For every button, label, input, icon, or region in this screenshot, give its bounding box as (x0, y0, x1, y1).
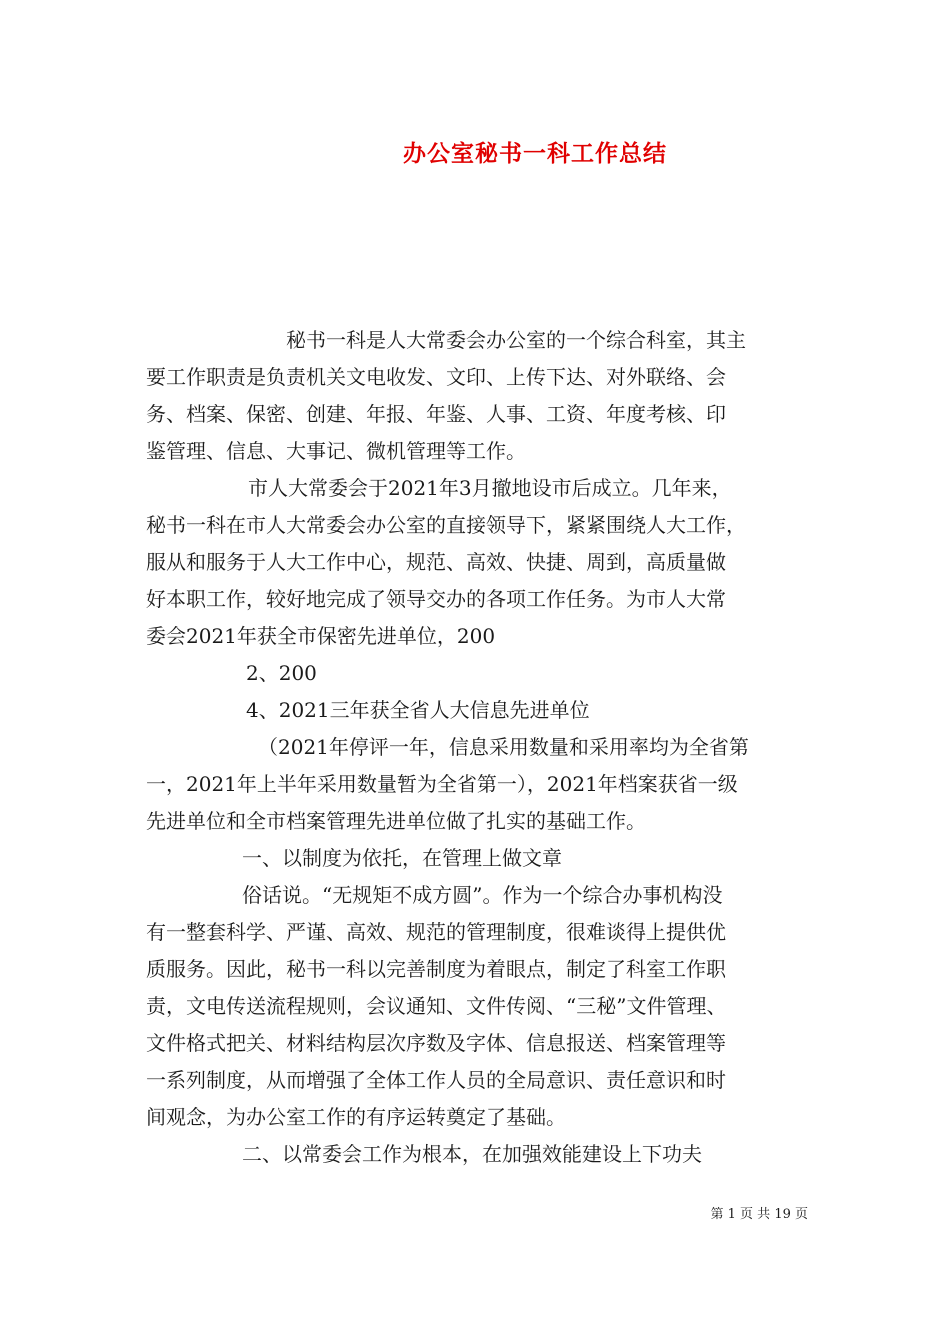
document-title: 办公室秘书一科工作总结 (403, 140, 667, 167)
section-heading: 二、以常委会工作为根本，在加强效能建设上下功夫 (242, 1142, 702, 1166)
paragraph-line: 鉴管理、信息、大事记、微机管理等工作。 (146, 439, 526, 463)
paragraph-line: 2、200 (246, 661, 317, 685)
paragraph-line: 责，文电传送流程规则，会议通知、文件传阅、“三秘”文件管理、 (146, 994, 727, 1018)
paragraph-line: 服从和服务于人大工作中心，规范、高效、快捷、周到，高质量做 (146, 550, 726, 574)
paragraph-line: 务、档案、保密、创建、年报、年鉴、人事、工资、年度考核、印 (146, 402, 726, 426)
paragraph-line: 秘书一科是人大常委会办公室的一个综合科室，其主 (286, 328, 746, 352)
paragraph-line: 好本职工作，较好地完成了领导交办的各项工作任务。为市人大常 (146, 587, 726, 611)
page-number-footer: 第 1 页 共 19 页 (710, 1207, 808, 1222)
paragraph-line: 俗话说。“无规矩不成方圆”。作为一个综合办事机构没 (242, 883, 723, 907)
paragraph-line: （2021年停评一年，信息采用数量和采用率均为全省第 (258, 735, 749, 759)
paragraph-line: 市人大常委会于2021年3月撤地设市后成立。几年来， (248, 476, 732, 500)
paragraph-line: 一系列制度，从而增强了全体工作人员的全局意识、责任意识和时 (146, 1068, 726, 1092)
document-body (146, 322, 814, 1173)
paragraph-line: 质服务。因此，秘书一科以完善制度为着眼点，制定了科室工作职 (146, 957, 726, 981)
paragraph-line: 秘书一科在市人大常委会办公室的直接领导下，紧紧围绕人大工作， (146, 513, 746, 537)
paragraph-line: 要工作职责是负责机关文电收发、文印、上传下达、对外联络、会 (146, 365, 726, 389)
paragraph-line: 文件格式把关、材料结构层次序数及字体、信息报送、档案管理等 (146, 1031, 726, 1055)
paragraph-line: 有一整套科学、严谨、高效、规范的管理制度，很难谈得上提供优 (146, 920, 726, 944)
paragraph-line: 委会2021年获全市保密先进单位，200 (146, 624, 496, 648)
section-heading: 一、以制度为依托，在管理上做文章 (242, 846, 562, 870)
paragraph-line: 4、2021三年获全省人大信息先进单位 (246, 698, 590, 722)
paragraph-line: 先进单位和全市档案管理先进单位做了扎实的基础工作。 (146, 809, 646, 833)
paragraph-line: 间观念，为办公室工作的有序运转奠定了基础。 (146, 1105, 566, 1129)
paragraph-line: 一，2021年上半年采用数量暂为全省第一），2021年档案获省一级 (146, 772, 738, 796)
